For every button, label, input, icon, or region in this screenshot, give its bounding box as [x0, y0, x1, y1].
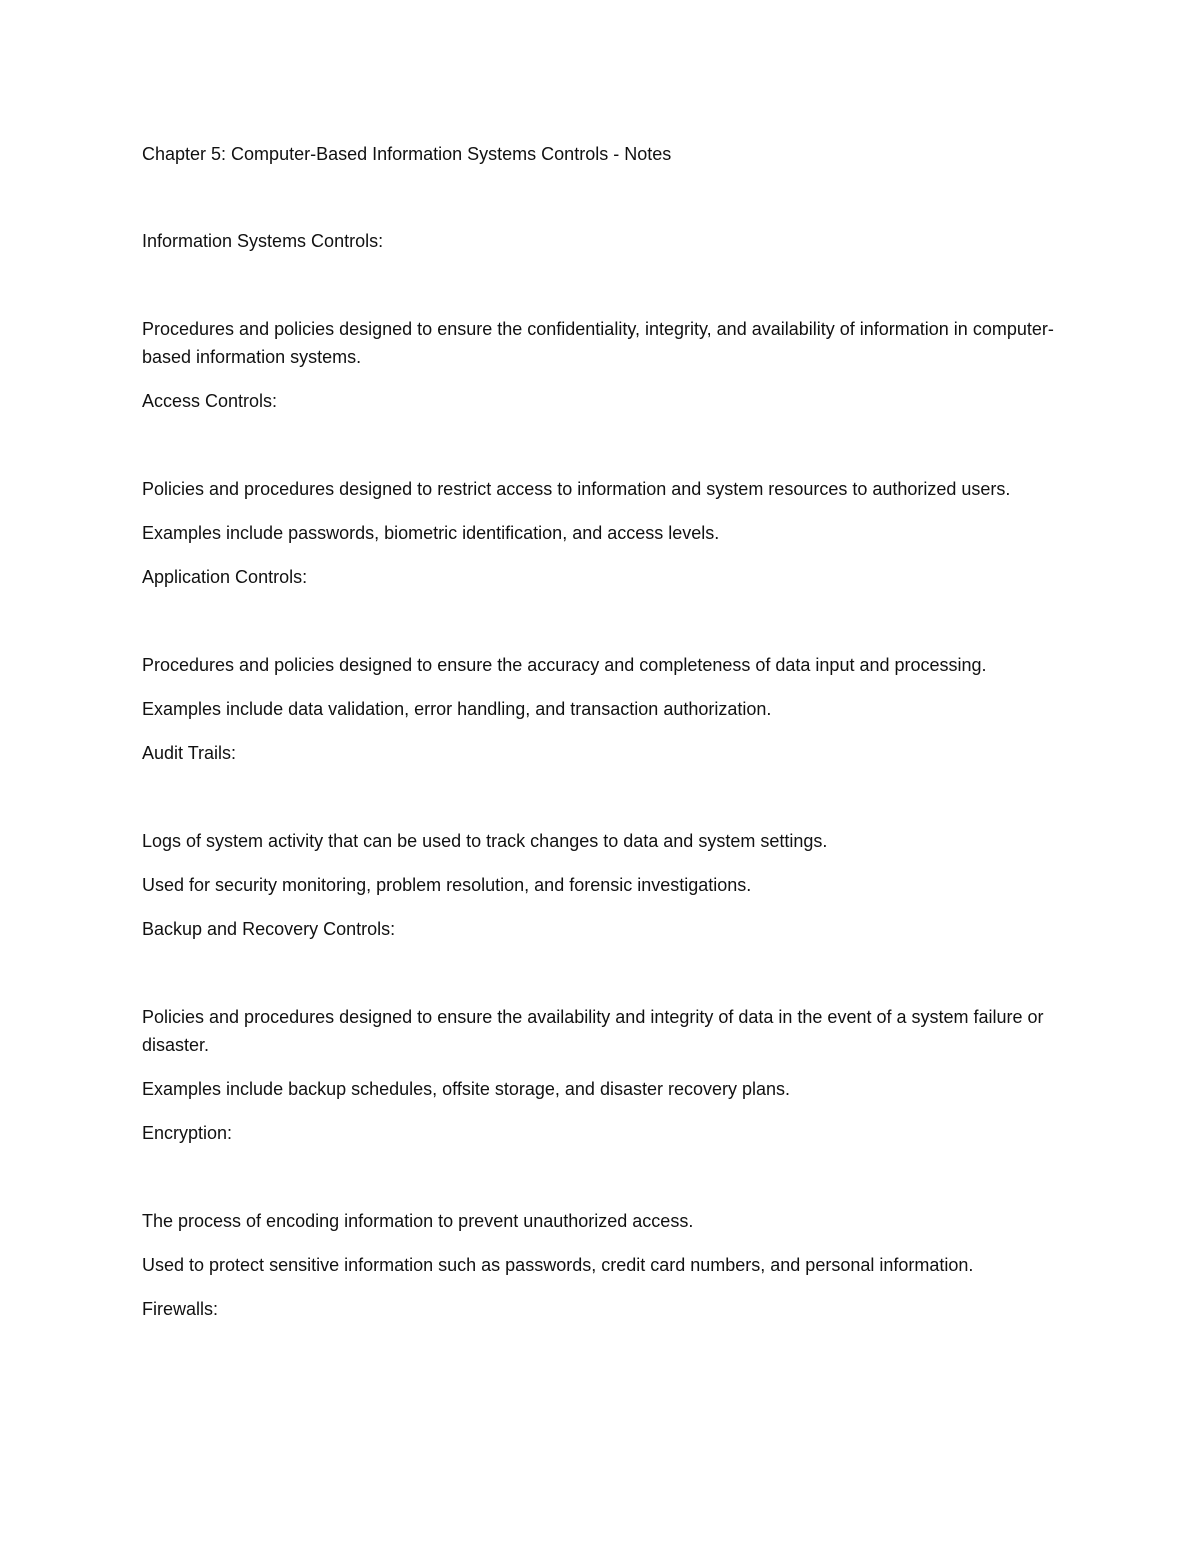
paragraph-audit-trails-usage: Used for security monitoring, problem resolution, and forensic investigations.	[142, 875, 752, 895]
paragraph-access-controls-examples: Examples include passwords, biometric identification, and access levels.	[142, 523, 720, 543]
spacer	[142, 855, 1077, 871]
paragraph-application-controls-definition: Procedures and policies designed to ensure the accuracy and completeness of data input and processing.	[142, 655, 987, 675]
section-heading-access-controls: Access Controls:	[142, 391, 278, 411]
document-title: Chapter 5: Computer-Based Information Systems Controls - Notes	[142, 144, 672, 164]
spacer	[142, 943, 1077, 1003]
section-heading-audit-trails: Audit Trails:	[142, 743, 237, 763]
spacer	[142, 1235, 1077, 1251]
spacer	[142, 1103, 1077, 1119]
spacer	[142, 547, 1077, 563]
spacer	[142, 1147, 1077, 1207]
paragraph-encryption-definition: The process of encoding information to prevent unauthorized access.	[142, 1211, 694, 1231]
spacer	[142, 767, 1077, 827]
paragraph-backup-recovery-definition: Policies and procedures designed to ensure the availability and integrity of data in the event of a system failure or disaster.	[142, 1007, 1044, 1055]
paragraph-audit-trails-definition: Logs of system activity that can be used to track changes to data and system settings.	[142, 831, 828, 851]
section-heading-application-controls: Application Controls:	[142, 567, 308, 587]
spacer	[142, 503, 1077, 519]
spacer	[142, 371, 1077, 387]
document-content	[142, 140, 1077, 1323]
section-heading-backup-recovery: Backup and Recovery Controls:	[142, 919, 396, 939]
section-heading-firewalls: Firewalls:	[142, 1299, 219, 1319]
spacer	[142, 1279, 1077, 1295]
paragraph-is-controls-definition: Procedures and policies designed to ensure the confidentiality, integrity, and availability of information in computer-based information systems.	[142, 319, 1054, 367]
paragraph-access-controls-definition: Policies and procedures designed to restrict access to information and system resources to authorized users.	[142, 479, 1011, 499]
spacer	[142, 723, 1077, 739]
spacer	[142, 255, 1077, 315]
paragraph-application-controls-examples: Examples include data validation, error handling, and transaction authorization.	[142, 699, 772, 719]
spacer	[142, 415, 1077, 475]
section-heading-encryption: Encryption:	[142, 1123, 233, 1143]
spacer	[142, 679, 1077, 695]
paragraph-encryption-usage: Used to protect sensitive information such as passwords, credit card numbers, and personal information.	[142, 1255, 974, 1275]
spacer	[142, 899, 1077, 915]
section-heading-information-systems-controls: Information Systems Controls:	[142, 231, 384, 251]
spacer	[142, 591, 1077, 651]
spacer	[142, 168, 1077, 227]
paragraph-backup-recovery-examples: Examples include backup schedules, offsite storage, and disaster recovery plans.	[142, 1079, 791, 1099]
spacer	[142, 1059, 1077, 1075]
